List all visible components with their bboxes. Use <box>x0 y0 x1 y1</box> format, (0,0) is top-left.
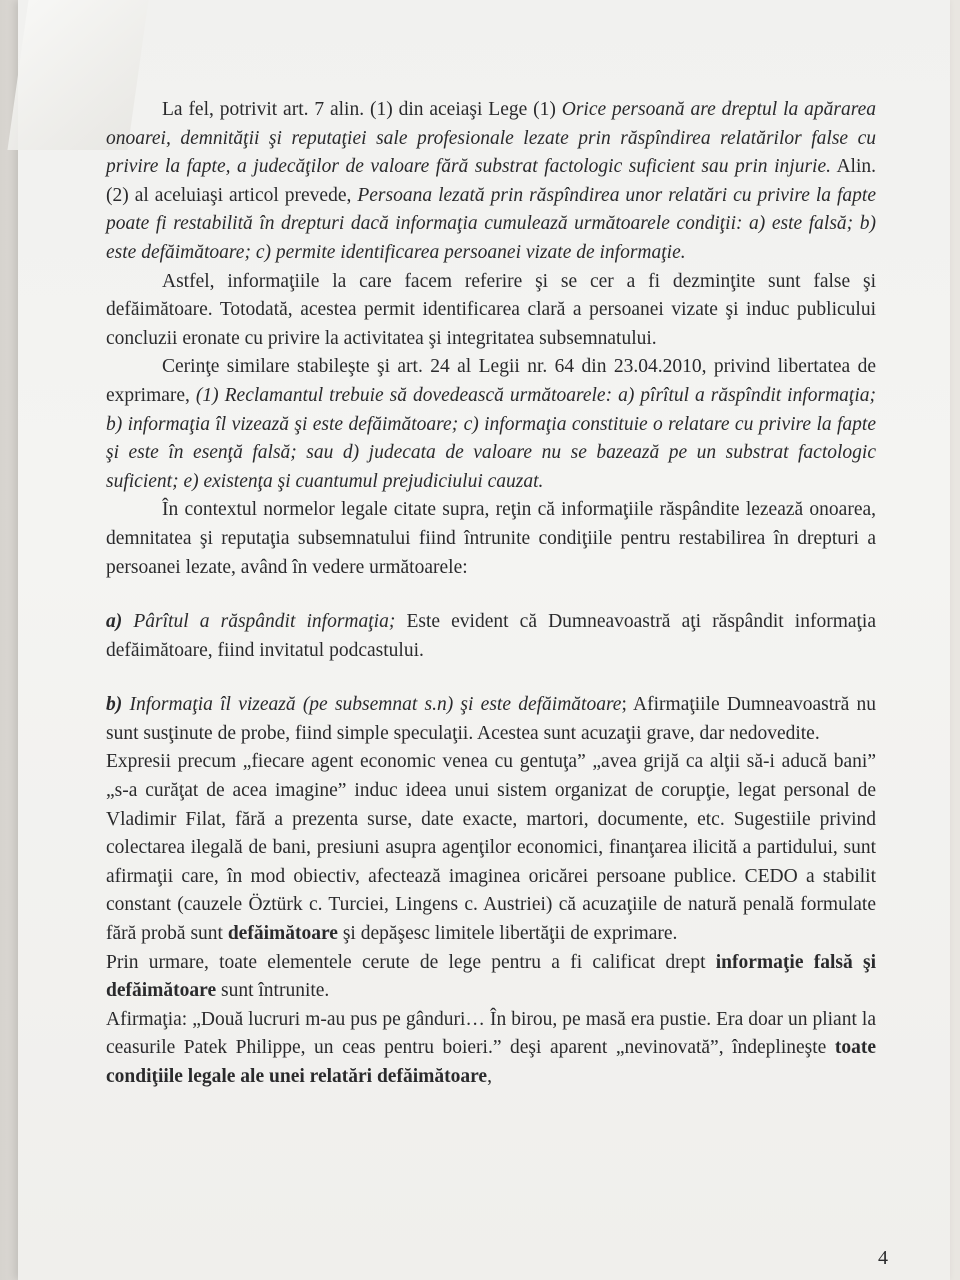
quoted-law-text: Persoana lezată prin răspîndirea unor relatări cu privire la fapte poate fi restabilită în drepturi dacă informaţia cumulează următoarele condiţii: a) este falsă; b) este defăimătoare; c) permite identificarea persoanei vizate de informaţie. <box>106 184 876 263</box>
text-run: Afirmaţia: „Două lucruri m-au pus pe gânduri… În birou, pe masă era pustie. Era doar un pliant la ceasurile Patek Philippe, un ceas pentru boieri.” deşi aparent „nevinovată”, îndeplineşte <box>106 1008 876 1059</box>
paragraph-art24 <box>106 353 876 496</box>
text-run: Este evident că Dumneavoastră aţi răspândit informaţia defăimătoare, fiind invitatul podcastului. <box>106 611 877 661</box>
document-body <box>106 96 876 1092</box>
point-b <box>106 691 876 748</box>
text-run: Expresii precum „fiecare agent economic venea cu gentuţa” „avea grijă ca alţii să-i aducă bani” „s-a curăţat de acea imagine” induc ideea unui sistem organizat de corupţie, legat personal de Vladimir Filat, fără a prezenta surse, date exacte, martori, documente, etc. Sugestiile privind colectarea ilegală de bani, presiuni asupra agenţilor economici, finanţarea ilicită a partidului, sunt afirmaţii care, în mod obiectiv, afectează imaginea oricărei persoane publice. CEDO a stabilit constant (cauzele Öztürk c. Turciei, Lingens c. Austriei) că acuzaţiile de natură penală formulate fără probă sunt <box>106 751 876 945</box>
bold-term: informaţie falsă şi defăimătoare <box>106 951 876 1002</box>
paragraph-expresii <box>106 748 876 948</box>
point-label: b) <box>106 694 123 716</box>
text-run: sunt întrunite. <box>216 980 330 1002</box>
paragraph-astfel: Astfel, informaţiile la care facem referire şi se cer a fi dezminţite sunt false şi defăimătoare. Totodată, acestea permit identificarea clară a persoanei vizate şi induc publicului concluzii eronate cu privire la activitatea şi integritatea subsemnatului. <box>106 270 876 349</box>
quoted-law-text: (1) Reclamantul trebuie să dovedească următoarele: a) pîrîtul a răspîndit informaţia; b) informaţia îl vizează şi este defăimătoare; c) informaţia constituie o relatare cu privire la fapte şi este în esenţă falsă; sau d) judecata de valoare nu se bazează pe un substrat factologic suficient; e) existenţa şi cuantumul prejudiciului cauzat. <box>106 384 877 492</box>
bold-term: defăimătoare <box>227 923 338 945</box>
text-run: şi depăşesc limitele libertăţii de exprimare. <box>337 923 678 945</box>
spacer <box>106 665 876 691</box>
paragraph-art7 <box>106 96 876 268</box>
paragraph-prin-urmare <box>106 949 876 1006</box>
paragraph-afirmatia <box>106 1006 876 1092</box>
point-label: a) <box>106 611 123 633</box>
bold-term: toate condiţiile legale ale unei relatări defăimătoare <box>106 1037 876 1087</box>
text-run: Alin. (2) al aceluiaşi articol prevede, <box>106 156 877 206</box>
quoted-law-text: Orice persoană are dreptul la apărarea onoarei, demnităţii şi reputaţiei sale profesionale lezate prin răspîndirea relatărilor false cu privire la fapte, a judecăţilor de valoare fără substrat factologic suficient sau prin injurie. <box>106 99 876 178</box>
text-run: La fel, potrivit art. 7 alin. (1) din aceiaşi Lege (1) <box>162 99 562 120</box>
spacer <box>106 582 876 608</box>
point-a <box>106 608 876 665</box>
page-number: 4 <box>878 1247 888 1269</box>
text-run: ; Afirmaţiile Dumneavoastră nu sunt susţinute de probe, fiind simple speculaţii. Acestea sunt acuzaţii grave, dar nedovedite. <box>106 694 876 744</box>
point-title: Pârîtul a răspândit informaţia; <box>133 611 396 633</box>
text-run: Prin urmare, toate elementele cerute de lege pentru a fi calificat drept <box>106 951 716 973</box>
text-run: Cerinţe similare stabileşte şi art. 24 al Legii nr. 64 din 23.04.2010, privind libertatea de exprimare, <box>106 356 876 406</box>
point-title: Informaţia îl vizează (pe subsemnat s.n) şi este defăimătoare <box>129 694 622 716</box>
text-run: , <box>487 1066 492 1087</box>
paragraph-context: În contextul normelor legale citate supra, reţin că informaţiile răspândite lezează onoarea, demnitatea şi reputaţia subsemnatului fiind întrunite condiţiile pentru restabilirea în drepturi a persoanei lezate, având în vedere următoarele: <box>106 499 876 578</box>
